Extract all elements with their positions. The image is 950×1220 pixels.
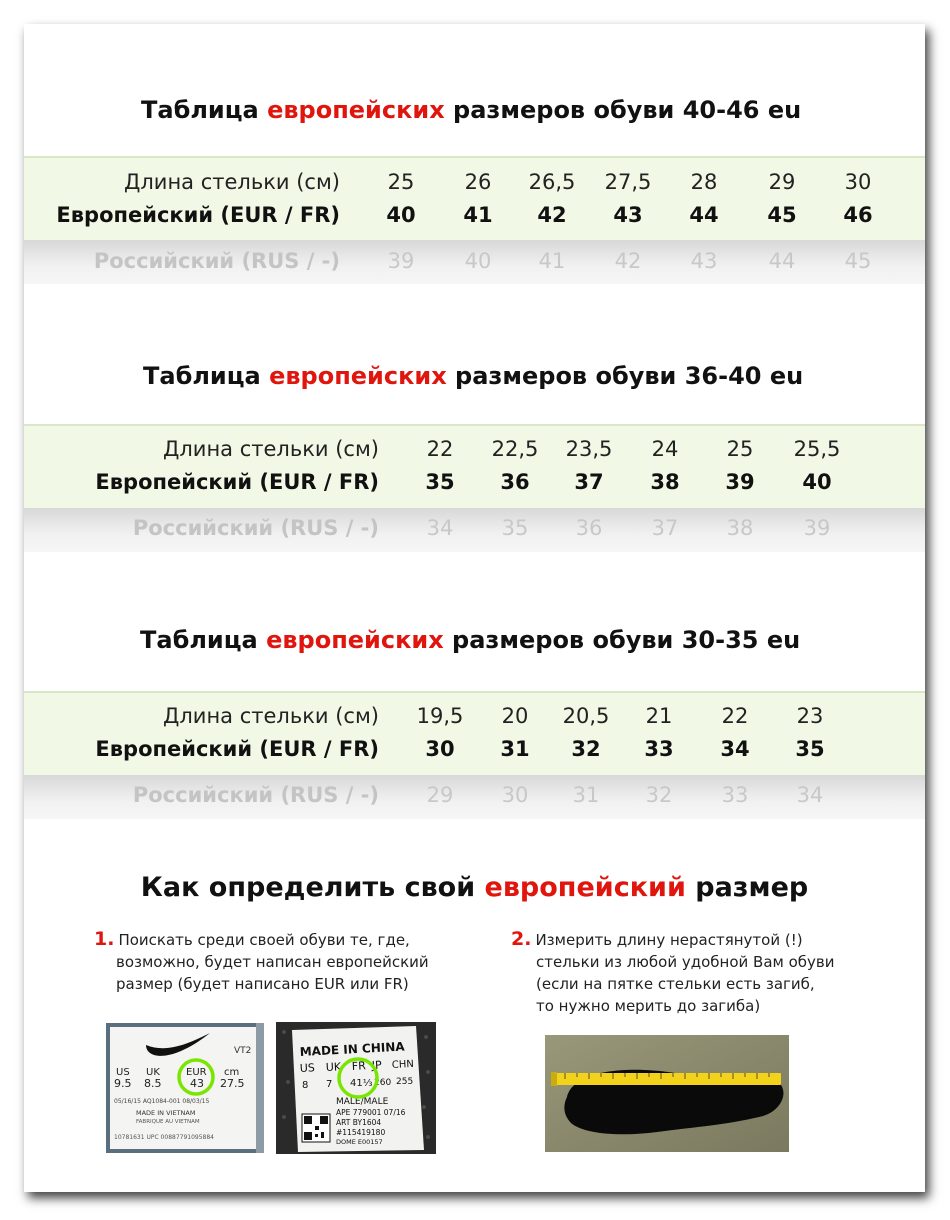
table-cell: 23,5 — [565, 437, 613, 461]
step-2-text: 2. Измерить длину нерастянутой (!) стельки из любой удобной Вам обуви (если на пятке стельки есть загиб, то нужно мерить до загиба) — [511, 928, 835, 1015]
tag-art: ART BY1604 — [336, 1118, 382, 1127]
eu-label: Европейский (EUR / FR) — [95, 737, 379, 761]
table-cell: 25,5 — [793, 437, 841, 461]
table-cell: 32 — [645, 783, 673, 807]
table-title-40-46: Таблица европейских размеров обуви 40-46 eu — [141, 96, 802, 124]
tag-header: CHN — [391, 1058, 415, 1071]
table-cell: 34 — [720, 737, 750, 761]
china-size-label-photo — [276, 1022, 436, 1154]
table-cell: 37 — [651, 516, 679, 540]
table-cell: 41 — [538, 249, 566, 273]
tag-made-in-fr: FABRIQUE AU VIETNAM — [136, 1119, 200, 1125]
insole-label: Длина стельки (см) — [162, 437, 379, 461]
table-cell: 25 — [726, 437, 754, 461]
tag-code-line: 05/16/15 AQ1084-001 08/03/15 — [114, 1098, 210, 1105]
tag-header: US — [299, 1061, 316, 1075]
tag-header: UK — [146, 1067, 160, 1078]
how-to-title: Как определить свой европейский размер — [140, 872, 809, 903]
tag-header: cm — [224, 1067, 240, 1078]
tag-value: 41⅓ — [350, 1078, 373, 1089]
table-cell: 33 — [644, 737, 674, 761]
tag-value: 43 — [190, 1077, 204, 1090]
tag-value: 9.5 — [114, 1077, 132, 1090]
tag-value: 8.5 — [144, 1077, 162, 1090]
table-cell: 46 — [843, 203, 873, 227]
table-cell: 39 — [803, 516, 831, 540]
table-cell: 39 — [387, 249, 415, 273]
table-cell: 31 — [572, 783, 600, 807]
table-cell: 39 — [725, 470, 755, 494]
table-title-30-35: Таблица европейских размеров обуви 30-35 eu — [140, 626, 801, 654]
tag-made-in: MADE IN CHINA — [299, 1039, 405, 1059]
insole-label: Длина стельки (см) — [123, 170, 340, 194]
table-cell: 34 — [796, 783, 824, 807]
table-cell: 35 — [425, 470, 455, 494]
table-cell: 29 — [768, 170, 796, 194]
table-cell: 23 — [796, 704, 824, 728]
table-cell: 35 — [501, 516, 529, 540]
qr-code-icon — [302, 1114, 330, 1142]
step-1-text: 1. Поискать среди своей обуви те, где, возможно, будет написан европейский размер (будет написано EUR или FR) — [94, 928, 429, 993]
table-cell: 22 — [721, 704, 749, 728]
eu-label: Европейский (EUR / FR) — [56, 203, 340, 227]
table-band-40-46 — [24, 156, 925, 240]
table-cell: 43 — [613, 203, 643, 227]
table-cell: 45 — [844, 249, 872, 273]
table-cell: 19,5 — [416, 704, 464, 728]
tag-header: US — [116, 1067, 130, 1078]
rus-label: Российский (RUS / -) — [132, 783, 379, 807]
eu-label: Европейский (EUR / FR) — [95, 470, 379, 494]
table-cell: 30 — [501, 783, 529, 807]
nike-size-label-photo — [106, 1023, 264, 1153]
tag-value: 7 — [326, 1079, 333, 1090]
table-cell: 24 — [651, 437, 679, 461]
tag-value: 260 — [374, 1078, 392, 1088]
table-cell: 38 — [650, 470, 680, 494]
table-cell: 36 — [500, 470, 530, 494]
tag-upc: 10781631 UPC 00887791095884 — [114, 1134, 214, 1141]
table-cell: 28 — [690, 170, 718, 194]
rus-label: Российский (RUS / -) — [93, 249, 340, 273]
table-cell: 41 — [463, 203, 493, 227]
table-cell: 40 — [464, 249, 492, 273]
table-cell: 40 — [386, 203, 416, 227]
table-cell: 30 — [425, 737, 455, 761]
table-cell: 43 — [690, 249, 718, 273]
tag-value: 8 — [302, 1080, 309, 1091]
tag-value: 27.5 — [220, 1077, 245, 1090]
table-cell: 20 — [501, 704, 529, 728]
tag-header: FR — [351, 1059, 367, 1073]
table-cell: 20,5 — [562, 704, 610, 728]
table-cell: 22,5 — [491, 437, 539, 461]
table-cell: 31 — [500, 737, 530, 761]
table-cell: 26 — [464, 170, 492, 194]
tag-code: #115419180 — [336, 1128, 386, 1137]
table-cell: 30 — [844, 170, 872, 194]
rus-label: Российский (RUS / -) — [132, 516, 379, 540]
tag-header: EUR — [186, 1067, 207, 1078]
tag-header: UK — [325, 1060, 342, 1074]
table-cell: 35 — [795, 737, 825, 761]
table-cell: 26,5 — [528, 170, 576, 194]
table-cell: 29 — [426, 783, 454, 807]
table-cell: 40 — [802, 470, 832, 494]
tag-ape: APE 779001 07/16 — [336, 1108, 406, 1117]
table-cell: 45 — [767, 203, 797, 227]
table-cell: 42 — [614, 249, 642, 273]
table-cell: 42 — [537, 203, 567, 227]
table-cell: 25 — [387, 170, 415, 194]
table-title-36-40: Таблица европейских размеров обуви 36-40 eu — [143, 362, 804, 390]
table-cell: 33 — [721, 783, 749, 807]
table-cell: 34 — [426, 516, 454, 540]
table-cell: 44 — [689, 203, 719, 227]
table-cell: 32 — [571, 737, 601, 761]
size-chart-sheet — [24, 24, 925, 1192]
tag-made-in: MADE IN VIETNAM — [136, 1109, 196, 1117]
table-cell: 38 — [726, 516, 754, 540]
table-cell: 37 — [574, 470, 604, 494]
insole-measurement-photo — [545, 1035, 789, 1152]
tag-header: JP — [371, 1058, 383, 1072]
table-cell: 44 — [768, 249, 796, 273]
tag-code-2: DOME E00157 — [336, 1138, 383, 1146]
table-cell: 27,5 — [604, 170, 652, 194]
insole-label: Длина стельки (см) — [162, 704, 379, 728]
tag-gender: MALE/MALE — [336, 1097, 389, 1107]
tag-value: 255 — [396, 1077, 414, 1087]
tag-corner-code: VT2 — [234, 1046, 252, 1056]
table-cell: 21 — [645, 704, 673, 728]
table-cell: 22 — [426, 437, 454, 461]
table-cell: 36 — [575, 516, 603, 540]
